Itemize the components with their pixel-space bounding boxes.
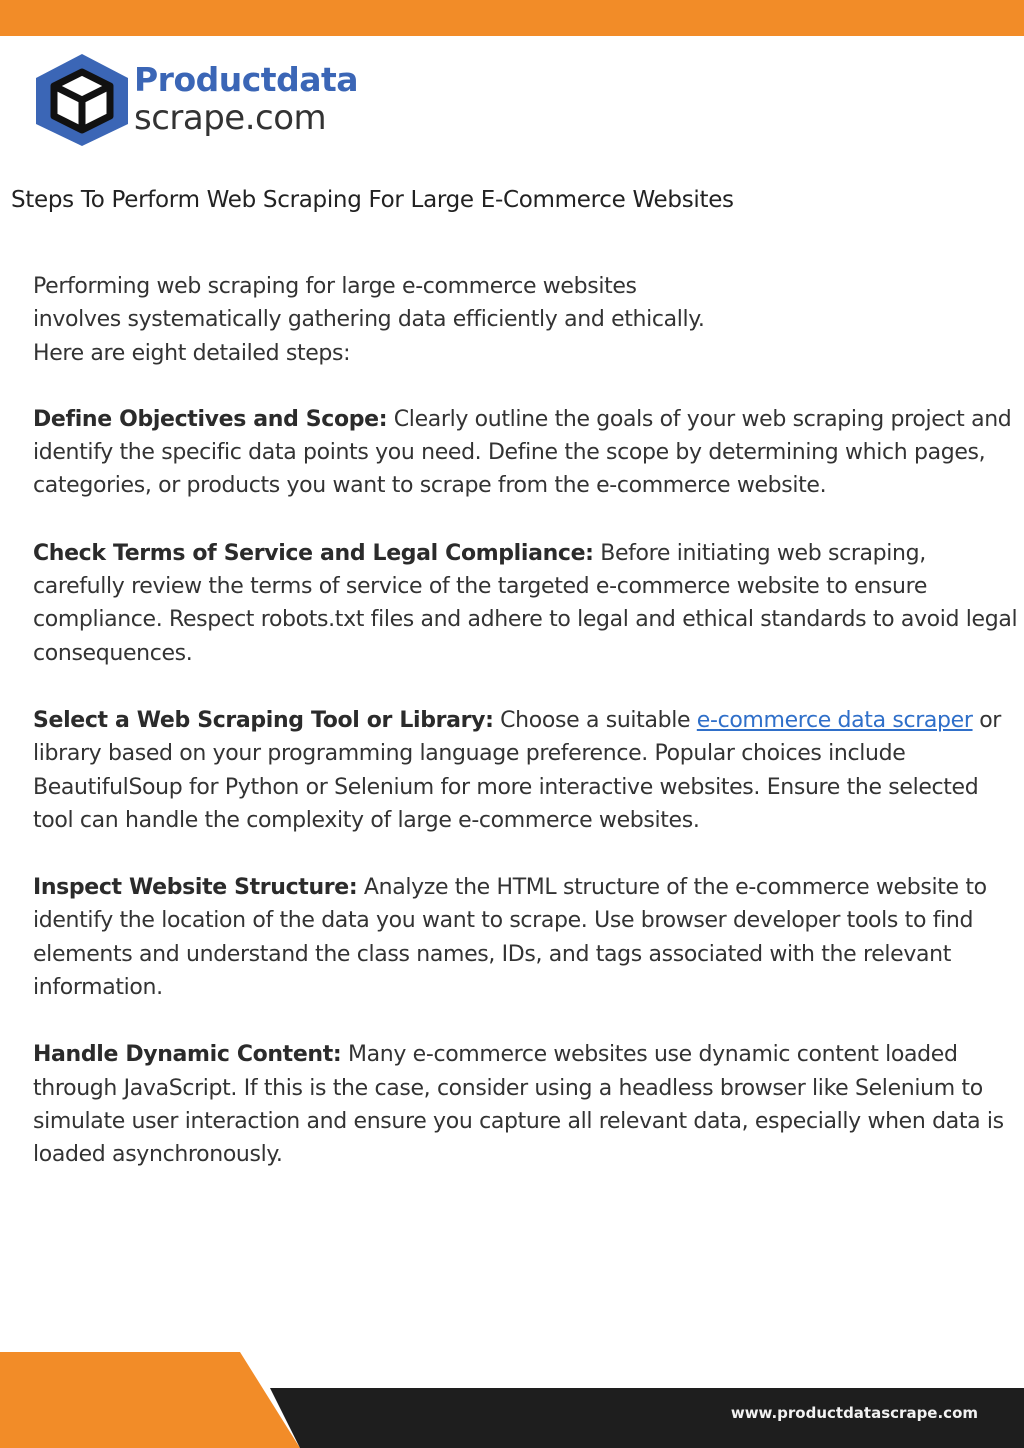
- section-text: Many e-commerce websites use dynamic content loaded through JavaScript. If this is the case, consider using a headless browser like Selenium to simulate user interaction and ensure you capture all relevant data, especially when data is loaded asynchronously.: [33, 1042, 1004, 1168]
- section-check-terms: [33, 537, 1018, 670]
- brand-name-line2: scrape.com: [134, 98, 327, 138]
- section-select-tool: [33, 704, 1018, 837]
- ecommerce-data-scraper-link[interactable]: e-commerce data scraper: [696, 707, 973, 733]
- section-heading: Define Objectives and Scope:: [33, 406, 388, 432]
- section-text-before-link: Choose a suitable: [493, 707, 697, 733]
- footer-website-url[interactable]: www.productdatascrape.com: [730, 1404, 978, 1422]
- section-text: Analyze the HTML structure of the e-commerce website to identify the location of the data you want to scrape. Use browser developer tools to find elements and understand the class names, IDs, and tags associated with the relevant information.: [33, 875, 987, 1001]
- intro-paragraph: Performing web scraping for large e-commerce websites involves systematically gathering data efficiently and ethically. Here are eight detailed steps:: [33, 274, 705, 366]
- brand-logo[interactable]: [30, 52, 390, 148]
- section-dynamic-content: [33, 1038, 1018, 1171]
- section-heading: Inspect Website Structure:: [33, 875, 358, 901]
- top-accent-bar: [0, 0, 1024, 36]
- footer-band: [0, 1352, 1024, 1448]
- brand-name-line1: Productdata: [134, 60, 359, 99]
- section-inspect-structure: [33, 871, 1018, 1004]
- section-heading: Select a Web Scraping Tool or Library:: [33, 707, 494, 733]
- section-heading: Check Terms of Service and Legal Compliance:: [33, 540, 594, 566]
- section-text: Clearly outline the goals of your web scraping project and identify the specific data points you need. Define the scope by determining which pages, categories, or products you want to scrape from the e-commerce website.: [33, 406, 1012, 499]
- section-text: Before initiating web scraping, carefully review the terms of service of the targeted e-commerce website to ensure compliance. Respect robots.txt files and adhere to legal and ethical standards to avoid legal consequences.: [33, 540, 1018, 666]
- section-text-after-link: or library based on your programming language preference. Popular choices include BeautifulSoup for Python or Selenium for more interactive websites. Ensure the selected tool can handle the complexity of large e-commerce websites.: [33, 707, 1001, 833]
- section-heading: Handle Dynamic Content:: [33, 1042, 342, 1068]
- section-define-objectives: [33, 403, 1018, 503]
- article-body: [33, 270, 1018, 1206]
- cube-icon: [30, 52, 134, 148]
- document-title: Steps To Perform Web Scraping For Large E-Commerce Websites: [11, 187, 734, 213]
